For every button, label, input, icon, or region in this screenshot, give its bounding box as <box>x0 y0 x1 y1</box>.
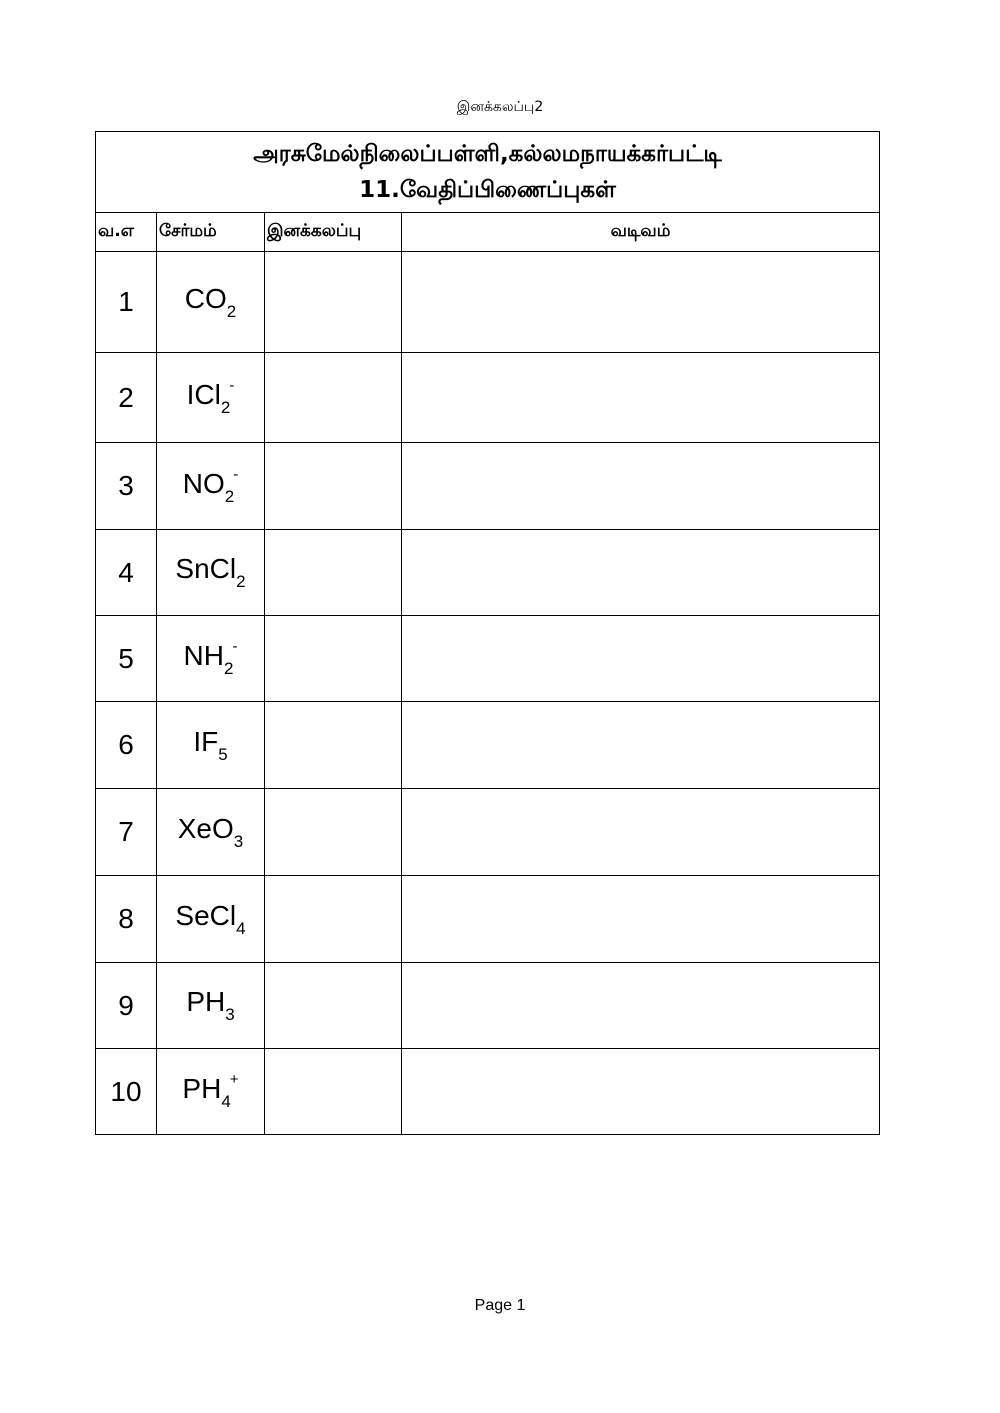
formula-subscript: 2 <box>220 398 231 417</box>
formula-base: CO <box>184 282 227 314</box>
formula-base: ICl <box>186 379 221 410</box>
hybridisation-answer-cell[interactable] <box>265 616 402 702</box>
formula-base: SeCl <box>175 899 237 931</box>
formula-base: PH <box>186 986 226 1017</box>
hybridisation-answer-cell[interactable] <box>265 1049 402 1135</box>
compound-formula <box>157 530 265 616</box>
hybridisation-answer-cell[interactable] <box>265 353 402 443</box>
table-row <box>96 789 880 876</box>
serial-number: 8 <box>96 876 157 963</box>
formula-charge: + <box>229 1071 239 1088</box>
hybridisation-answer-cell[interactable] <box>265 530 402 616</box>
formula-subscript: 3 <box>225 1005 235 1024</box>
formula-subscript: 2 <box>224 486 235 506</box>
title-cell <box>96 132 880 213</box>
column-header-hybridisation: இனக்கலப்பு <box>265 213 402 252</box>
formula-subscript: 3 <box>233 831 244 851</box>
shape-answer-cell[interactable] <box>402 789 880 876</box>
formula-base: SnCl <box>175 553 237 584</box>
formula-base: XeO <box>177 812 234 844</box>
serial-number: 1 <box>96 252 157 353</box>
table-row <box>96 702 880 789</box>
column-header-shape: வடிவம் <box>402 213 880 252</box>
serial-number: 4 <box>96 530 157 616</box>
compound-formula <box>157 702 265 789</box>
hybridisation-answer-cell[interactable] <box>265 963 402 1049</box>
serial-number: 3 <box>96 443 157 530</box>
hybridisation-answer-cell[interactable] <box>265 702 402 789</box>
compound-formula <box>157 789 265 876</box>
formula-charge: - <box>233 465 239 483</box>
hybridisation-answer-cell[interactable] <box>265 876 402 963</box>
serial-number: 2 <box>96 353 157 443</box>
table-row <box>96 353 880 443</box>
compound-formula <box>157 1049 265 1135</box>
table-row <box>96 963 880 1049</box>
formula-subscript: 4 <box>221 1092 231 1111</box>
chapter-title: 11.வேதிப்பிணைப்புகள் <box>359 177 616 203</box>
formula-base: NO <box>182 467 225 499</box>
compound-formula <box>157 616 265 702</box>
compound-formula <box>157 443 265 530</box>
page-footer: Page 1 <box>474 1297 526 1314</box>
formula-subscript: 2 <box>223 659 234 678</box>
worksheet-table <box>95 131 880 1135</box>
compound-formula <box>157 876 265 963</box>
column-header-row <box>96 213 880 252</box>
formula-base: NH <box>183 640 224 671</box>
serial-number: 7 <box>96 789 157 876</box>
shape-answer-cell[interactable] <box>402 963 880 1049</box>
formula-subscript: 5 <box>218 744 228 764</box>
shape-answer-cell[interactable] <box>402 353 880 443</box>
formula-base: IF <box>193 725 219 757</box>
table-row <box>96 1049 880 1135</box>
shape-answer-cell[interactable] <box>402 702 880 789</box>
table-row <box>96 876 880 963</box>
formula-subscript: 4 <box>236 918 246 938</box>
column-header-compound: சேர்மம் <box>157 213 265 252</box>
formula-charge: - <box>232 638 238 655</box>
shape-answer-cell[interactable] <box>402 530 880 616</box>
compound-formula <box>157 353 265 443</box>
table-row <box>96 443 880 530</box>
formula-base: PH <box>182 1073 222 1104</box>
formula-subscript: 2 <box>226 301 237 321</box>
shape-answer-cell[interactable] <box>402 443 880 530</box>
shape-answer-cell[interactable] <box>402 876 880 963</box>
hybridisation-answer-cell[interactable] <box>265 252 402 353</box>
table-row <box>96 252 880 353</box>
shape-answer-cell[interactable] <box>402 1049 880 1135</box>
serial-number: 10 <box>96 1049 157 1135</box>
shape-answer-cell[interactable] <box>402 252 880 353</box>
school-title: அரசுமேல்நிலைப்பள்ளி,கல்லமநாயக்கர்பட்டி <box>253 141 722 167</box>
compound-formula <box>157 252 265 353</box>
hybridisation-answer-cell[interactable] <box>265 789 402 876</box>
formula-subscript: 2 <box>236 572 246 591</box>
column-header-serial: வ.எ <box>96 213 157 252</box>
serial-number: 9 <box>96 963 157 1049</box>
shape-answer-cell[interactable] <box>402 616 880 702</box>
page-header: இனக்கலப்பு2 <box>456 99 544 115</box>
serial-number: 6 <box>96 702 157 789</box>
hybridisation-answer-cell[interactable] <box>265 443 402 530</box>
compound-formula <box>157 963 265 1049</box>
table-row <box>96 616 880 702</box>
table-row <box>96 530 880 616</box>
serial-number: 5 <box>96 616 157 702</box>
formula-charge: - <box>229 377 235 394</box>
